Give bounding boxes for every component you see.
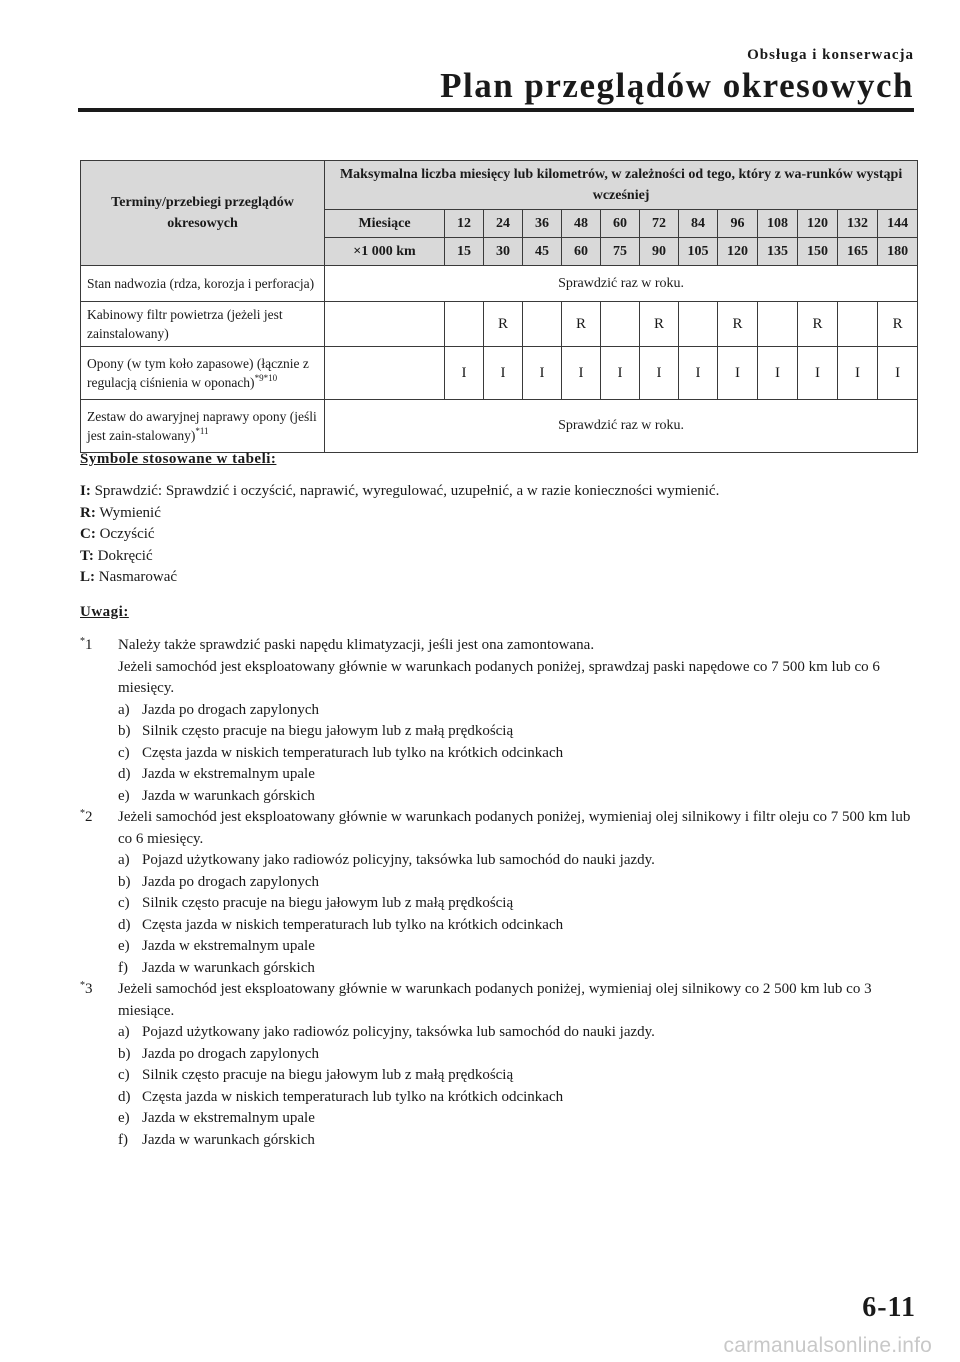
mark-cell — [523, 302, 562, 347]
km-cell: 45 — [523, 238, 562, 266]
month-cell: 12 — [445, 210, 484, 238]
notes-list — [80, 635, 914, 1151]
note-item — [80, 979, 914, 1151]
row-label-text: Opony (w tym koło zapasowe) (łącznie z regulacją ciśnienia w oponach) — [87, 356, 309, 390]
mark-cell: R — [878, 302, 918, 347]
mark-cell: I — [484, 347, 523, 400]
mark-cell — [445, 302, 484, 347]
row-label-text: Stan nadwozia (rdza, korozja i perforacja) — [87, 276, 315, 291]
km-cell: 75 — [601, 238, 640, 266]
empty-cell — [325, 347, 445, 400]
subitem-letter: a) — [118, 852, 130, 868]
mark-cell: R — [718, 302, 758, 347]
subitem-letter: f) — [118, 1131, 128, 1148]
note-text: Jeżeli samochód jest eksploatowany głównie w warunkach podanych poniżej, wymieniaj olej silnikowy co 2 500 km lub co 3 miesiące. — [118, 981, 872, 1019]
mark-cell — [679, 302, 718, 347]
subitem-letter: a) — [118, 1024, 130, 1040]
legend-key: R: — [80, 504, 96, 521]
subitem-letter: e) — [118, 1110, 130, 1126]
subitem-letter: d) — [118, 1088, 131, 1105]
km-cell: 30 — [484, 238, 523, 266]
subitem-letter: c) — [118, 1067, 130, 1083]
km-cell: 180 — [878, 238, 918, 266]
row-label-text: Kabinowy filtr powietrza (jeżeli jest zainstalowany) — [87, 307, 283, 341]
note-subitem — [118, 936, 914, 958]
legend-key: I: — [80, 483, 91, 499]
mark-cell: I — [562, 347, 601, 400]
month-cell: 132 — [838, 210, 878, 238]
month-cell: 36 — [523, 210, 562, 238]
note-subitem — [118, 1087, 914, 1109]
page-number: 6-11 — [862, 1292, 916, 1323]
note-asterisk: * — [80, 980, 85, 991]
month-cell: 144 — [878, 210, 918, 238]
mark-cell: I — [679, 347, 718, 400]
subitem-text: Jazda w ekstremalnym upale — [142, 766, 315, 782]
mark-cell: R — [562, 302, 601, 347]
footnote-ref: *11 — [195, 426, 209, 436]
subitem-letter: b) — [118, 1045, 131, 1062]
row-span-text: Sprawdzić raz w roku. — [325, 266, 918, 302]
note-subitem — [118, 958, 914, 980]
note-subitem — [118, 1130, 914, 1152]
note-number — [80, 635, 93, 657]
subitem-text: Silnik często pracuje na biegu jałowym lub z małą prędkością — [142, 1067, 514, 1083]
subitem-text: Pojazd użytkowany jako radiowóz policyjny, taksówka lub samochód do nauki jazdy. — [142, 852, 655, 868]
note-subitem — [118, 1065, 914, 1087]
legend-text: Nasmarować — [98, 569, 178, 585]
note-number — [80, 807, 93, 829]
month-cell: 84 — [679, 210, 718, 238]
maintenance-schedule-table — [80, 160, 918, 453]
row-label — [81, 400, 325, 453]
subitem-text: Częsta jazda w niskich temperaturach lub tylko na krótkich odcinkach — [142, 916, 564, 933]
legend-item — [80, 481, 719, 503]
legend-item — [80, 503, 719, 525]
note-subitem — [118, 786, 914, 808]
subitem-text: Jazda w warunkach górskich — [142, 787, 315, 804]
km-cell: 165 — [838, 238, 878, 266]
table-row — [81, 266, 918, 302]
mark-cell: I — [878, 347, 918, 400]
mark-cell — [758, 302, 798, 347]
table-row — [81, 302, 918, 347]
km-cell: 135 — [758, 238, 798, 266]
mark-cell: I — [838, 347, 878, 400]
interval-header: Maksymalna liczba miesięcy lub kilometrów, w zależności od tego, który z wa-runków wystąpi wcześniej — [325, 161, 918, 210]
table-header-row — [81, 161, 918, 210]
km-cell: 150 — [798, 238, 838, 266]
note-item — [80, 635, 914, 807]
note-asterisk: * — [80, 636, 85, 647]
subitem-letter: c) — [118, 744, 130, 761]
note-subitem — [118, 764, 914, 786]
subitem-text: Jazda w warunkach górskich — [142, 959, 315, 976]
subitem-letter: e) — [118, 787, 130, 804]
mark-cell: I — [718, 347, 758, 400]
note-item — [80, 807, 914, 979]
legend-text: Sprawdzić: Sprawdzić i oczyścić, naprawić, wyregulować, uzupełnić, a w razie konieczności wymienić. — [94, 483, 720, 499]
subitem-text: Jazda w warunkach górskich — [142, 1131, 315, 1148]
page-header — [440, 46, 914, 106]
subitem-text: Jazda w ekstremalnym upale — [142, 938, 315, 954]
note-text: Jeżeli samochód jest eksploatowany głównie w warunkach podanych poniżej, wymieniaj olej silnikowy i filtr oleju co 7 500 km lub co 6 miesięcy. — [118, 809, 911, 847]
row-label-text: Zestaw do awaryjnej naprawy opony (jeśli jest zain-stalowany) — [87, 409, 317, 443]
mark-cell — [838, 302, 878, 347]
legend-title: Symbole stosowane w tabeli: — [80, 451, 277, 467]
km-label: ×1 000 km — [325, 238, 445, 266]
subitem-letter: b) — [118, 873, 131, 890]
table-row — [81, 400, 918, 453]
mark-cell — [601, 302, 640, 347]
subitem-text: Jazda po drogach zapylonych — [142, 873, 320, 890]
note-digit: 1 — [85, 637, 93, 653]
subitem-text: Jazda w ekstremalnym upale — [142, 1110, 315, 1126]
row-span-text: Sprawdzić raz w roku. — [325, 400, 918, 453]
header-rule — [78, 108, 914, 112]
subitem-text: Silnik często pracuje na biegu jałowym lub z małą prędkością — [142, 723, 514, 739]
legend-text: Oczyścić — [99, 526, 155, 542]
note-text: Należy także sprawdzić paski napędu klimatyzacji, jeśli jest ona zamontowana. — [118, 637, 595, 653]
subitem-letter: d) — [118, 766, 131, 782]
note-digit: 2 — [85, 809, 93, 825]
legend-text: Wymienić — [99, 504, 161, 521]
notes-title: Uwagi: — [80, 604, 129, 620]
mark-cell: I — [601, 347, 640, 400]
page-title: Plan przeglądów okresowych — [440, 66, 914, 105]
corner-header: Terminy/przebiegi przeglądów okresowych — [81, 161, 325, 266]
note-subitem — [118, 1108, 914, 1130]
note-text: Jeżeli samochód jest eksploatowany głównie w warunkach podanych poniżej, sprawdzaj paski napędowe co 7 500 km lub co 6 miesięcy. — [118, 658, 880, 696]
row-label — [81, 347, 325, 400]
subitem-letter: f) — [118, 959, 128, 976]
note-subitem — [118, 743, 914, 765]
mark-cell: R — [484, 302, 523, 347]
legend-item — [80, 546, 719, 568]
note-subitem — [118, 872, 914, 894]
note-asterisk: * — [80, 808, 85, 819]
mark-cell: I — [758, 347, 798, 400]
note-subitem — [118, 915, 914, 937]
km-cell: 105 — [679, 238, 718, 266]
months-label: Miesiące — [325, 210, 445, 238]
legend-key: T: — [80, 547, 94, 564]
mark-cell: I — [523, 347, 562, 400]
row-label — [81, 266, 325, 302]
subitem-text: Jazda po drogach zapylonych — [142, 1045, 320, 1062]
km-cell: 90 — [640, 238, 679, 266]
legend-key: L: — [80, 569, 95, 585]
note-number — [80, 979, 93, 1001]
subitem-text: Silnik często pracuje na biegu jałowym lub z małą prędkością — [142, 895, 514, 911]
month-cell: 72 — [640, 210, 679, 238]
section-title: Obsługa i konserwacja — [747, 47, 914, 63]
mark-cell: I — [640, 347, 679, 400]
subitem-letter: c) — [118, 895, 130, 911]
note-subitem — [118, 700, 914, 722]
legend-key: C: — [80, 526, 96, 542]
km-cell: 15 — [445, 238, 484, 266]
table-row — [81, 347, 918, 400]
legend — [80, 481, 719, 589]
subitem-text: Częsta jazda w niskich temperaturach lub tylko na krótkich odcinkach — [142, 1088, 564, 1105]
note-subitem — [118, 1044, 914, 1066]
subitem-letter: b) — [118, 723, 131, 739]
km-cell: 60 — [562, 238, 601, 266]
mark-cell: R — [640, 302, 679, 347]
empty-cell — [325, 302, 445, 347]
mark-cell: I — [445, 347, 484, 400]
mark-cell: I — [798, 347, 838, 400]
footnote-ref: *9*10 — [254, 373, 278, 383]
month-cell: 96 — [718, 210, 758, 238]
legend-item — [80, 524, 719, 546]
watermark: carmanualsonline.info — [723, 1334, 932, 1357]
note-subitem — [118, 1022, 914, 1044]
subitem-letter: d) — [118, 916, 131, 933]
subitem-text: Pojazd użytkowany jako radiowóz policyjny, taksówka lub samochód do nauki jazdy. — [142, 1024, 655, 1040]
note-subitem — [118, 850, 914, 872]
subitem-letter: e) — [118, 938, 130, 954]
subitem-letter: a) — [118, 701, 130, 718]
legend-text: Dokręcić — [97, 547, 153, 564]
month-cell: 108 — [758, 210, 798, 238]
subitem-text: Częsta jazda w niskich temperaturach lub tylko na krótkich odcinkach — [142, 744, 564, 761]
month-cell: 120 — [798, 210, 838, 238]
note-subitem — [118, 893, 914, 915]
row-label — [81, 302, 325, 347]
km-cell: 120 — [718, 238, 758, 266]
month-cell: 24 — [484, 210, 523, 238]
mark-cell: R — [798, 302, 838, 347]
legend-item — [80, 567, 719, 589]
subitem-text: Jazda po drogach zapylonych — [142, 701, 320, 718]
month-cell: 60 — [601, 210, 640, 238]
note-digit: 3 — [85, 981, 93, 997]
month-cell: 48 — [562, 210, 601, 238]
note-subitem — [118, 721, 914, 743]
